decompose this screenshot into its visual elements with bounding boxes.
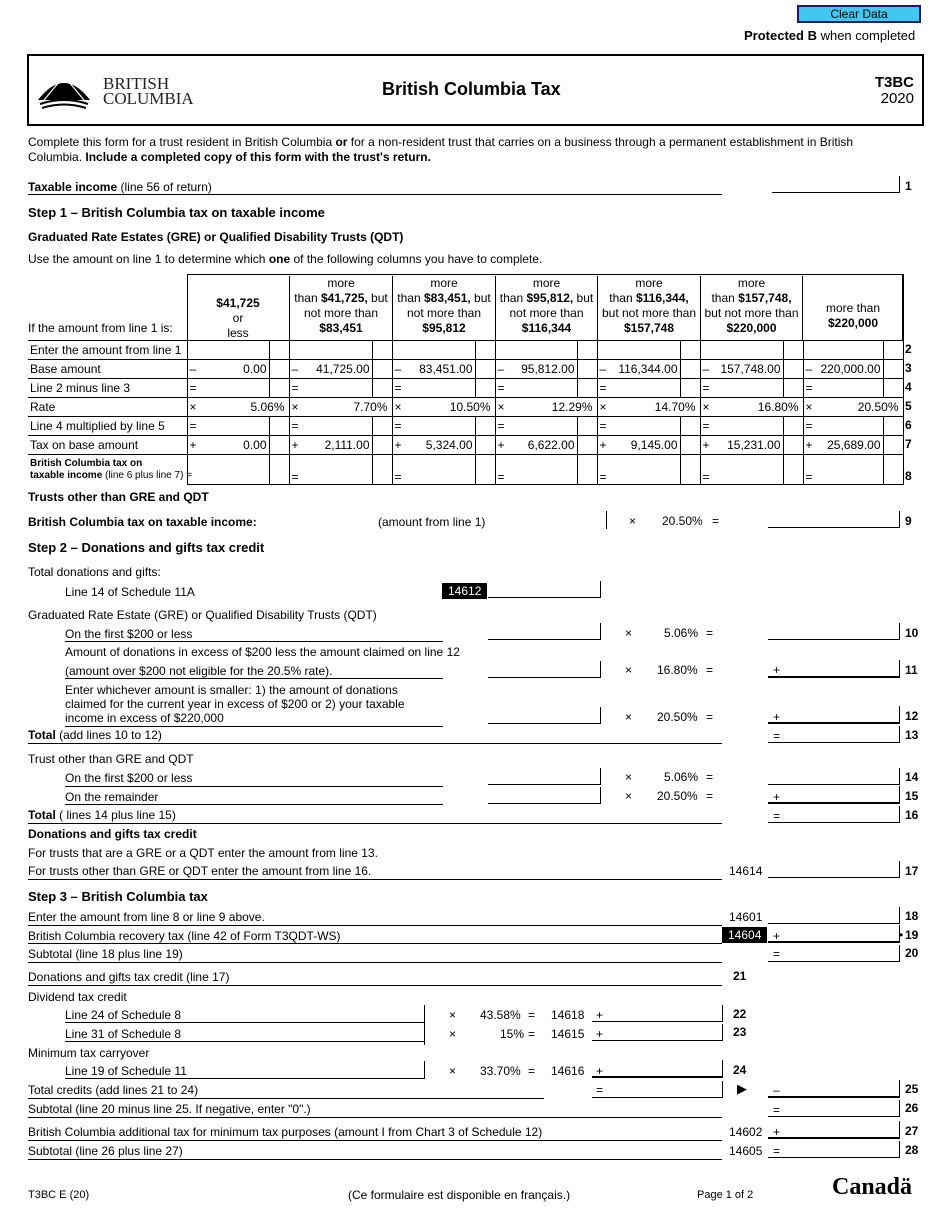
calc-cell[interactable] [597, 341, 700, 360]
canada-wordmark: Canadä [832, 1174, 913, 1200]
trusts-other-heading: Trusts other than GRE and QDT [28, 490, 209, 504]
credit-label-b: For trusts other than GRE or QDT enter the amount from line 16. [28, 864, 372, 878]
column-header-5: more than $116,344, but not more than $157,748 [597, 276, 700, 340]
calc-row-label: Rate [28, 398, 187, 417]
line12-amount-input[interactable] [488, 708, 601, 724]
calc-cell[interactable]: = [289, 455, 392, 485]
if-amount-label: If the amount from line 1 is: [28, 321, 173, 335]
calc-row-label: Line 4 multiplied by line 5 [28, 417, 187, 436]
calc-cell[interactable] [700, 341, 803, 360]
calc-cell[interactable]: = [597, 417, 700, 436]
step3-title: Step 3 – British Columbia tax [28, 889, 208, 904]
line10-input[interactable] [768, 624, 900, 640]
total-gre-label: Total (add lines 10 to 12) [28, 728, 162, 742]
code-14605: 14605 [729, 1144, 763, 1158]
calc-cell: – 220,000.00 [803, 360, 903, 379]
sched24-label: Line 24 of Schedule 8 [65, 1008, 182, 1022]
taxable-income-input[interactable] [772, 177, 900, 193]
page-title: British Columbia Tax [382, 79, 561, 99]
line20-input[interactable] [768, 946, 900, 962]
calc-cell[interactable]: = [495, 379, 597, 398]
calc-cell: × 20.50% [803, 398, 903, 417]
calc-row-label: Base amount [28, 360, 187, 379]
bc-logo-icon [34, 66, 94, 112]
calc-cell: – 95,812.00 [495, 360, 597, 379]
calc-cell[interactable]: = [803, 455, 903, 485]
recovery-label: British Columbia recovery tax (line 42 of Form T3QDT-WS) [28, 929, 341, 943]
column-header-1: $41,725 or less [216, 296, 260, 340]
column-header-4: more than $95,812, but not more than $116,344 [495, 276, 597, 340]
excess-label-b: (amount over $200 not eligible for the 20.5% rate). [65, 664, 333, 678]
line25-sum-input[interactable] [592, 1082, 723, 1098]
calc-cell[interactable]: = [597, 455, 700, 485]
sched31-label: Line 31 of Schedule 8 [65, 1027, 182, 1041]
line12-input[interactable] [768, 708, 900, 724]
calc-cell: + 9,145.00 [597, 436, 700, 455]
additional-tax-label: British Columbia additional tax for minimum tax purposes (amount I from Chart 3 of Schedule 12) [28, 1125, 543, 1139]
calc-row-3 [28, 360, 903, 379]
calc-row-4 [28, 379, 903, 398]
total-donations-label: Total donations and gifts: [28, 565, 161, 579]
intro-line-2: Columbia. Include a completed copy of this form with the trust's return. [28, 150, 431, 164]
total-other-label: Total ( lines 14 plus line 15) [28, 808, 176, 822]
line28-input[interactable] [768, 1142, 900, 1158]
calc-cell[interactable] [803, 341, 903, 360]
calc-cell: × 5.06% [187, 398, 289, 417]
min-tax-label: Minimum tax carryover [28, 1046, 150, 1060]
footer-french-note: (Ce formulaire est disponible en français.) [348, 1188, 571, 1202]
line-number: 3 [905, 361, 912, 375]
subtotal27-label: Subtotal (line 26 plus line 27) [28, 1144, 183, 1158]
column-header-6: more than $157,748, but not more than $220,000 [700, 276, 802, 340]
step1-calc-table [28, 340, 904, 485]
enter8-label: Enter the amount from line 8 or line 9 above. [28, 910, 265, 924]
taxable-income-label: Taxable income (line 56 of return) [28, 180, 212, 194]
step1-instruction: Use the amount on line 1 to determine which one of the following columns you have to complete. [28, 252, 543, 266]
remainder-label: On the remainder [65, 790, 159, 804]
code-14601: 14601 [729, 910, 763, 924]
footer-form-code: T3BC E (20) [28, 1189, 90, 1201]
calc-cell[interactable] [392, 341, 495, 360]
excess-label-a: Amount of donations in excess of $200 less the amount claimed on line 12 [65, 645, 460, 659]
calc-cell[interactable]: = [700, 455, 803, 485]
code-14612: 14612 [442, 583, 487, 599]
line17-input[interactable] [768, 862, 900, 878]
credit-label-a: For trusts that are a GRE or a QDT enter the amount from line 13. [28, 846, 378, 860]
protected-label: Protected B when completed [744, 28, 916, 43]
calc-cell[interactable]: = [289, 379, 392, 398]
calc-cell: + 0.00 [187, 436, 289, 455]
calc-row-label: Line 2 minus line 3 [28, 379, 187, 398]
calc-row-6 [28, 417, 903, 436]
calc-cell[interactable] [289, 341, 392, 360]
arrow-right-icon: ▶ [737, 1081, 747, 1096]
calc-cell[interactable] [187, 341, 289, 360]
line-number: 8 [905, 469, 912, 483]
clear-data-button[interactable]: Clear Data [797, 5, 921, 23]
line-number: 6 [905, 418, 912, 432]
calc-cell: – 116,344.00 [597, 360, 700, 379]
line15-amount-input[interactable] [488, 788, 601, 804]
smaller-label: Enter whichever amount is smaller: 1) the amount of donations claimed for the current year in excess of $200 or 2) your taxable income in excess of $220,000 [65, 683, 405, 725]
credit-heading: Donations and gifts tax credit [28, 827, 197, 841]
gre-heading: Graduated Rate Estate (GRE) or Qualified Disability Trusts (QDT) [28, 608, 377, 622]
line22-input[interactable] [592, 1006, 723, 1022]
line27-input[interactable] [768, 1123, 900, 1139]
first200-label: On the first $200 or less [65, 627, 193, 641]
calc-cell[interactable]: = [187, 379, 289, 398]
line-number: 2 [905, 342, 912, 356]
bc-tax-amount-label: (amount from line 1) [378, 515, 486, 529]
sched19-label: Line 19 of Schedule 11 [65, 1064, 187, 1078]
bc-tax-rate: 20.50% [662, 514, 703, 528]
calc-cell[interactable]: = [495, 417, 597, 436]
step2-title: Step 2 – Donations and gifts tax credit [28, 540, 265, 555]
calc-cell: × 12.29% [495, 398, 597, 417]
calc-cell: + 25,689.00 [803, 436, 903, 455]
subtotal19-label: Subtotal (line 18 plus line 19) [28, 947, 183, 961]
intro-line-1: Complete this form for a trust resident in British Columbia or for a non-resident trust that carries on a business through a permanent establishment in British [28, 135, 854, 149]
calc-cell: + 5,324.00 [392, 436, 495, 455]
calc-row-label: Tax on base amount [28, 436, 187, 455]
total-credits-label: Total credits (add lines 21 to 24) [28, 1083, 199, 1097]
calc-cell: – 0.00 [187, 360, 289, 379]
line18-input[interactable] [768, 908, 900, 924]
line-number: 7 [905, 437, 912, 451]
form-year: 2020 [880, 90, 914, 107]
bc-logo-text: BRITISH COLUMBIA [103, 74, 194, 108]
calc-cell[interactable]: = [700, 379, 803, 398]
code-14602: 14602 [729, 1125, 763, 1139]
calc-cell: – 83,451.00 [392, 360, 495, 379]
line14-label: Line 14 of Schedule 11A [65, 585, 195, 599]
line10-amount-input[interactable] [488, 624, 601, 640]
calc-cell: + 2,111.00 [289, 436, 392, 455]
calc-cell[interactable]: = [392, 417, 495, 436]
calc-row-8 [28, 455, 903, 485]
calc-cell[interactable]: = [803, 379, 903, 398]
line24-input[interactable] [592, 1062, 723, 1078]
calc-cell[interactable] [495, 341, 597, 360]
calc-cell[interactable]: = [803, 417, 903, 436]
line16-input[interactable] [768, 807, 900, 823]
calc-cell: + 6,622.00 [495, 436, 597, 455]
calc-cell: – 41,725.00 [289, 360, 392, 379]
donations17-label: Donations and gifts tax credit (line 17) [28, 970, 230, 984]
calc-cell[interactable]: = [392, 455, 495, 485]
code-14604: 14604 [722, 927, 767, 943]
line15-input[interactable] [768, 788, 900, 804]
calc-cell[interactable]: = [700, 417, 803, 436]
footer-page-number: Page 1 of 2 [697, 1189, 754, 1201]
step1-subtitle: Graduated Rate Estates (GRE) or Qualified Disability Trusts (QDT) [28, 230, 404, 244]
bc-tax-label: British Columbia tax on taxable income: [28, 515, 257, 529]
calc-row-7 [28, 436, 903, 455]
calc-cell[interactable] [187, 455, 289, 485]
line26-input[interactable] [768, 1101, 900, 1117]
form-code: T3BC [874, 74, 914, 91]
calc-cell: × 10.50% [392, 398, 495, 417]
calc-cell: × 7.70% [289, 398, 392, 417]
line11-amount-input[interactable] [488, 662, 601, 678]
calc-row-label: Enter the amount from line 1 [28, 341, 187, 360]
code-14618: 14618 [551, 1008, 585, 1022]
calc-cell: – 157,748.00 [700, 360, 803, 379]
calc-cell: + 15,231.00 [700, 436, 803, 455]
subtotal25-label: Subtotal (line 20 minus line 25. If negative, enter "0".) [28, 1102, 311, 1116]
first200b-label: On the first $200 or less [65, 771, 193, 785]
line23-input[interactable] [592, 1025, 723, 1041]
calc-cell[interactable]: = [392, 379, 495, 398]
calc-cell[interactable]: = [495, 455, 597, 485]
line14b-input[interactable] [768, 769, 900, 785]
line-number: 5 [905, 399, 912, 413]
step1-title: Step 1 – British Columbia tax on taxable income [28, 205, 325, 220]
trust-other-heading: Trust other than GRE and QDT [28, 752, 194, 766]
line14-input[interactable] [488, 582, 601, 598]
line11-input[interactable] [768, 662, 900, 678]
calc-row-label: British Columbia tax on taxable income (line 6 plus line 7) = [28, 455, 187, 485]
line13-input[interactable] [768, 727, 900, 743]
calc-row-2 [28, 341, 903, 360]
line14b-amount-input[interactable] [488, 769, 601, 785]
code-14615: 14615 [551, 1027, 585, 1041]
line-number: 4 [905, 380, 912, 394]
column-header-3: more than $83,451, but not more than $95,812 [392, 276, 495, 340]
calc-cell: × 16.80% [700, 398, 803, 417]
calc-cell[interactable]: = [289, 417, 392, 436]
line-9-input[interactable] [768, 512, 900, 528]
calc-cell: × 14.70% [597, 398, 700, 417]
calc-cell[interactable]: = [187, 417, 289, 436]
line19-input[interactable] [768, 927, 900, 943]
line25-input[interactable] [768, 1082, 900, 1098]
code-14614: 14614 [729, 864, 763, 878]
column-header-7: more than $220,000 [802, 276, 903, 340]
dividend-label: Dividend tax credit [28, 990, 127, 1004]
calc-cell[interactable]: = [597, 379, 700, 398]
code-14616: 14616 [551, 1064, 585, 1078]
calc-row-5 [28, 398, 903, 417]
column-header-2: more than $41,725, but not more than $83,451 [289, 276, 392, 340]
